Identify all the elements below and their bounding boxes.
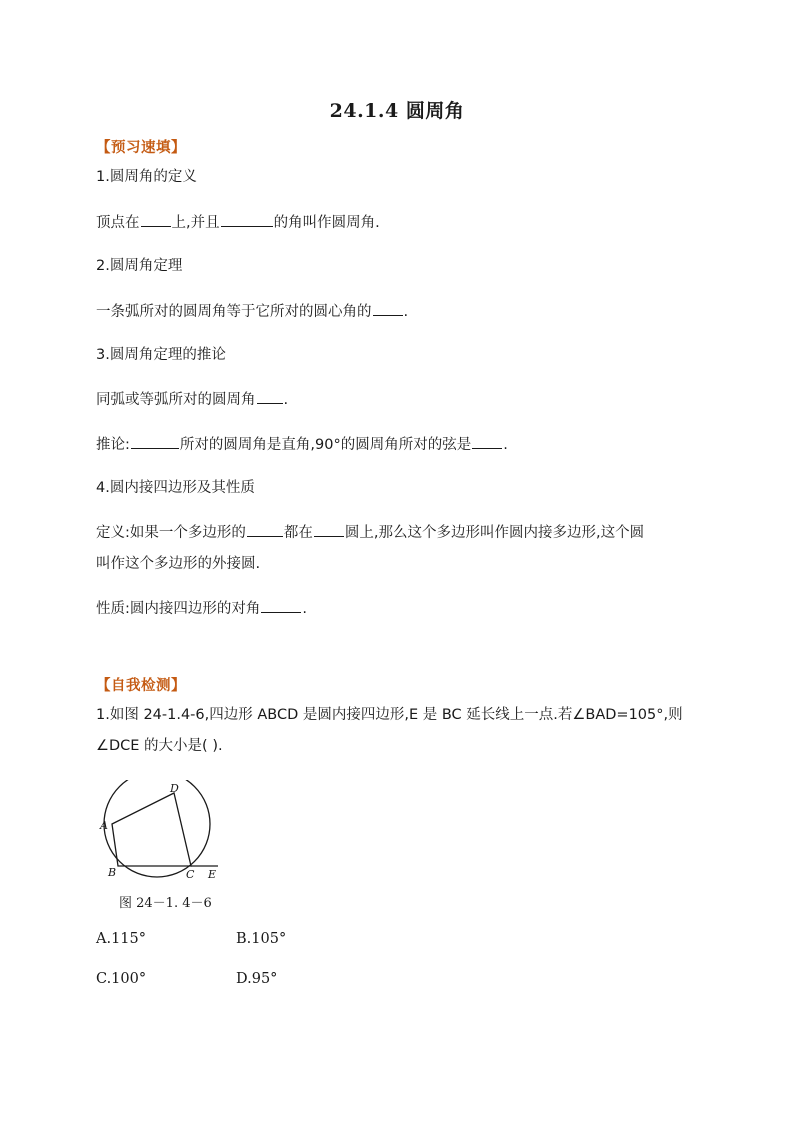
geometry-figure [96,780,226,910]
label-a: A [100,819,108,832]
q4-def-line2: 叫作这个多边形的外接圆. [96,556,261,572]
q3-corollary [96,434,508,454]
q4-title: 4.圆内接四边形及其性质 [96,480,255,496]
q1-title: 1.圆周角的定义 [96,169,197,185]
answer-blank[interactable] [221,212,273,227]
q3-text-a: 同弧或等弧所对的圆周角 [96,392,256,408]
q4-prop-a: 性质:圆内接四边形的对角 [96,601,261,617]
q1-text-c: 的角叫作圆周角. [273,215,380,231]
label-b: B [108,866,117,879]
q3-text-b: . [283,392,289,408]
label-e: E [208,868,217,880]
q2-text-b: . [403,304,409,320]
q1-text-a: 顶点在 [96,215,140,231]
answer-blank[interactable] [247,522,283,537]
answer-blank[interactable] [314,522,344,537]
q3-title: 3.圆周角定理的推论 [96,347,226,363]
answer-blank[interactable] [141,212,171,227]
circumcircle [104,780,210,877]
option-c[interactable]: C.100° [96,971,147,987]
q3-text2-a: 推论: [96,437,130,453]
option-b[interactable]: B.105° [236,931,287,947]
q3-text [96,389,288,409]
q1-stem-line1: 1.如图 24-1.4-6,四边形 ABCD 是圆内接四边形,E 是 BC 延长线上一点.若∠BAD=105°,则 [96,707,683,723]
q2-title: 2.圆周角定理 [96,258,183,274]
inscribed-quadrilateral-diagram [96,780,226,880]
section-header-selftest: 【自我检测】 [96,678,186,694]
option-a[interactable]: A.115° [96,931,147,947]
q4-prop-b: . [302,601,307,617]
q4-def-b: 都在 [283,525,313,541]
q2-text-a: 一条弧所对的圆周角等于它所对的圆心角的 [96,304,372,320]
q2-text [96,301,408,321]
quadrilateral-abcd [112,793,191,866]
option-d[interactable]: D.95° [236,971,278,987]
q4-definition [96,522,644,542]
answer-blank[interactable] [257,389,283,404]
q3-text2-c: . [503,437,508,453]
q4-def-c: 圆上,那么这个多边形叫作圆内接多边形,这个圆 [344,525,645,541]
figure-caption: 图 24－1. 4－6 [119,896,212,911]
q1-text-b: 上,并且 [171,215,220,231]
q1-stem-line2: ∠DCE 的大小是( ). [96,738,223,754]
label-c: C [186,868,195,880]
answer-blank[interactable] [261,598,301,613]
q4-property [96,598,307,618]
q4-def-a: 定义:如果一个多边形的 [96,525,246,541]
page-title: 24.1.4 圆周角 [329,100,465,122]
answer-blank[interactable] [131,434,179,449]
q3-text2-b: 所对的圆周角是直角,90°的圆周角所对的弦是 [179,437,472,453]
q1-text [96,212,380,232]
label-d: D [170,782,179,795]
answer-blank[interactable] [373,301,403,316]
answer-blank[interactable] [472,434,502,449]
section-header-preview: 【预习速填】 [96,140,186,156]
